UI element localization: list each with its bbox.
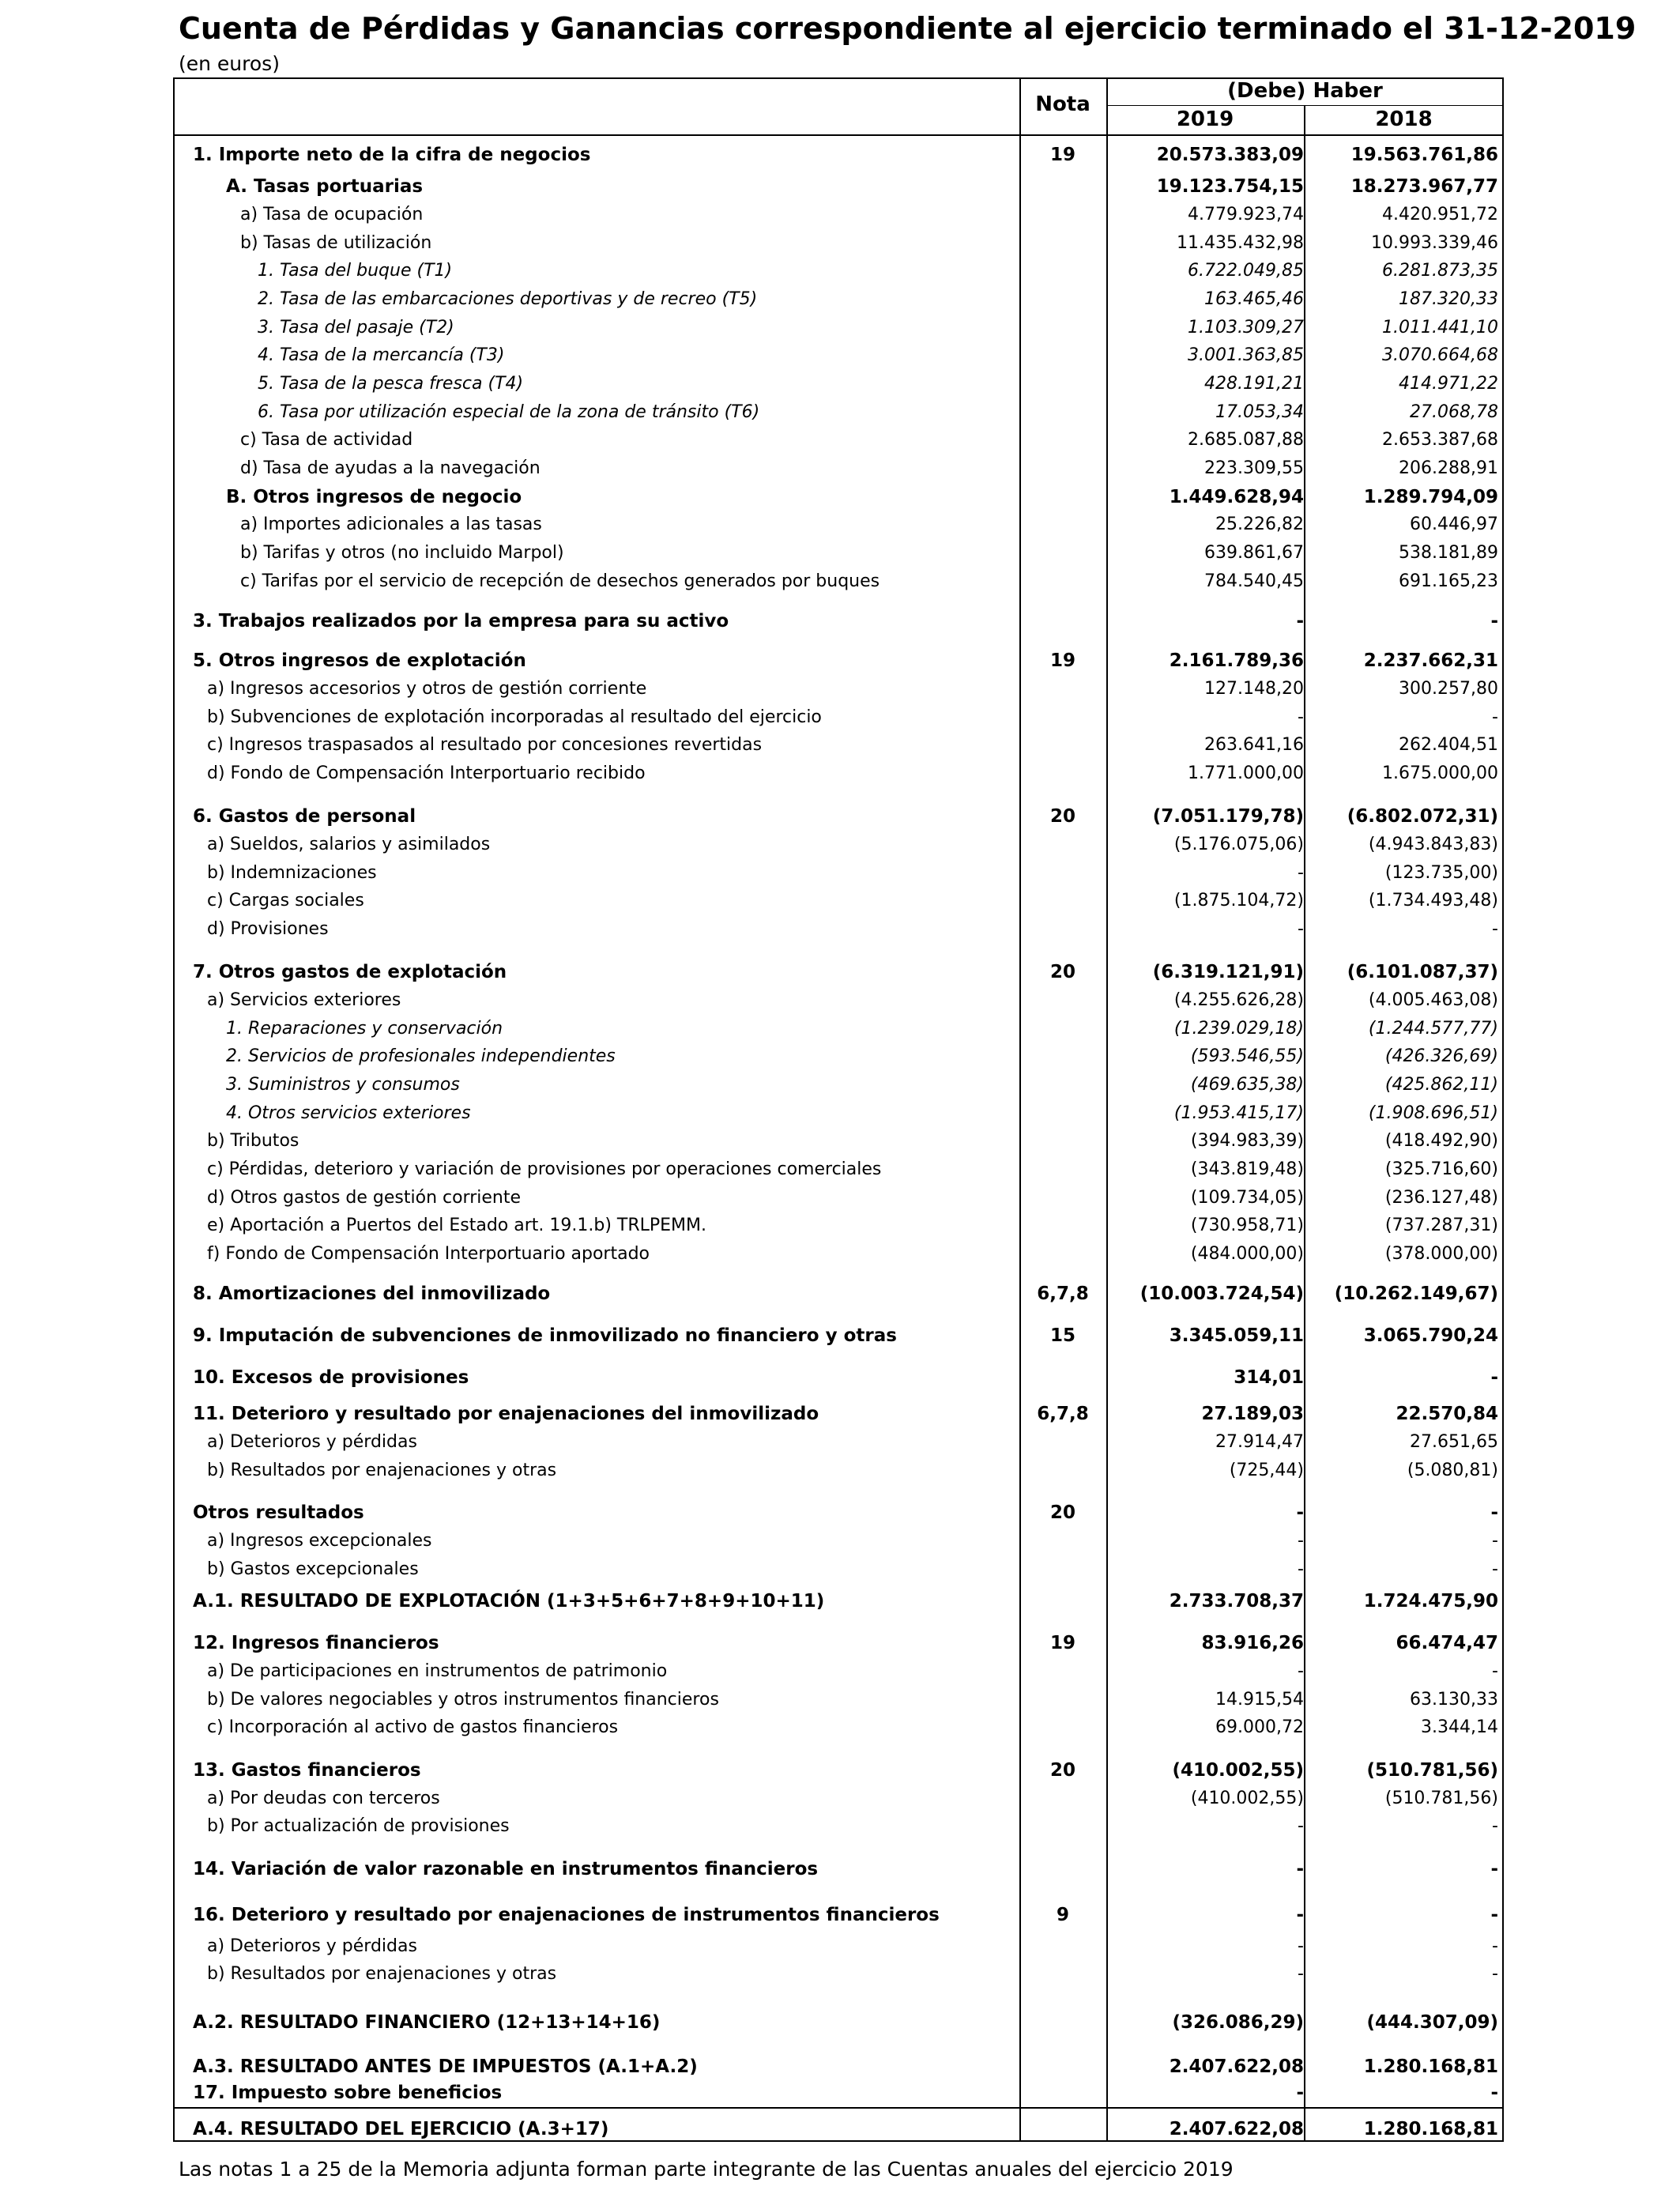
- table-row: [0, 1212, 1680, 1240]
- row-value-2019: 11.435.432,98: [1177, 233, 1304, 253]
- table-row: [0, 398, 1680, 427]
- row-value-2018: (1.908.696,51): [1368, 1103, 1498, 1123]
- row-label: 12. Ingresos financieros: [193, 1633, 439, 1653]
- row-value-2018: -: [1492, 1559, 1498, 1579]
- table-row: [0, 1657, 1680, 1686]
- row-value-2018: (123.735,00): [1384, 863, 1498, 883]
- row-value-2019: (725,44): [1229, 1461, 1304, 1480]
- row-value-2018: (426.326,69): [1384, 1046, 1498, 1066]
- row-label: e) Aportación a Puertos del Estado art. 19.1.b) TRLPEMM.: [207, 1216, 707, 1235]
- row-value-2019: (484.000,00): [1190, 1244, 1304, 1264]
- row-value-2019: -: [1296, 2083, 1304, 2103]
- row-value-2019: -: [1298, 707, 1304, 727]
- row-value-2018: 18.273.967,77: [1350, 176, 1498, 197]
- row-value-2018: -: [1492, 1964, 1498, 1984]
- row-value-2019: 25.226,82: [1215, 515, 1304, 534]
- row-value-2019: 83.916,26: [1201, 1633, 1304, 1653]
- row-value-2018: 19.563.761,86: [1350, 145, 1498, 165]
- row-value-2019: (410.002,55): [1172, 1760, 1304, 1781]
- row-value-2019: 17.053,34: [1215, 402, 1304, 422]
- row-label: a) Por deudas con terceros: [207, 1789, 440, 1808]
- row-value-2018: (6.802.072,31): [1347, 806, 1498, 827]
- row-label: 3. Tasa del pasaje (T2): [258, 318, 454, 337]
- row-label: a) Deterioros y pérdidas: [207, 1936, 417, 1956]
- table-row: [0, 731, 1680, 760]
- row-value-2018: 27.068,78: [1410, 402, 1498, 422]
- row-value-2018: (418.492,90): [1384, 1131, 1498, 1151]
- row-value-2019: -: [1296, 1905, 1304, 1925]
- table-row: [0, 1127, 1680, 1155]
- row-label: c) Cargas sociales: [207, 891, 364, 910]
- table-row: [0, 341, 1680, 370]
- table-row: [0, 1240, 1680, 1269]
- row-label: a) De participaciones en instrumentos de patrimonio: [207, 1661, 668, 1681]
- row-value-2019: 2.685.087,88: [1188, 430, 1304, 450]
- row-label: 1. Tasa del buque (T1): [258, 261, 453, 281]
- row-value-2018: 3.065.790,24: [1363, 1325, 1498, 1346]
- table-row: [0, 1428, 1680, 1457]
- row-label: f) Fondo de Compensación Interportuario aportado: [207, 1244, 650, 1264]
- row-value-2018: 3.070.664,68: [1382, 345, 1498, 365]
- row-label: c) Pérdidas, deterioro y variación de provisiones por operaciones comerciales: [207, 1159, 882, 1179]
- row-label: b) Indemnizaciones: [207, 863, 377, 883]
- header-nota: Nota: [1035, 92, 1090, 116]
- table-row: [0, 831, 1680, 859]
- row-value-2018: (425.862,11): [1384, 1075, 1498, 1095]
- table-row: [0, 2008, 1680, 2037]
- table-row: [0, 426, 1680, 454]
- table-row: [0, 2115, 1680, 2143]
- row-value-2019: 127.148,20: [1204, 679, 1304, 699]
- row-label: 11. Deterioro y resultado por enajenaciones del inmovilizado: [193, 1404, 819, 1424]
- table-row: [0, 539, 1680, 567]
- row-value-2019: 263.641,16: [1204, 735, 1304, 755]
- row-value-2018: -: [1492, 707, 1498, 727]
- table-row: [0, 314, 1680, 342]
- row-label: d) Fondo de Compensación Interportuario recibido: [207, 763, 646, 783]
- table-row: [0, 1015, 1680, 1043]
- page-title: Cuenta de Pérdidas y Ganancias correspondiente al ejercicio terminado el 31-12-2019: [179, 11, 1637, 46]
- row-value-2019: -: [1298, 863, 1304, 883]
- row-value-2019: 14.915,54: [1215, 1690, 1304, 1710]
- row-label: a) Deterioros y pérdidas: [207, 1432, 417, 1452]
- row-value-2018: (1.734.493,48): [1368, 891, 1498, 910]
- row-value-2019: (593.546,55): [1190, 1046, 1304, 1066]
- row-value-2019: 428.191,21: [1204, 374, 1304, 394]
- row-label: 2. Tasa de las embarcaciones deportivas y de recreo (T5): [258, 289, 758, 309]
- row-nota: 20: [1049, 1502, 1075, 1523]
- row-value-2018: -: [1492, 919, 1498, 939]
- table-row: [0, 887, 1680, 915]
- table-row: [0, 257, 1680, 285]
- row-value-2018: (444.307,09): [1366, 2012, 1498, 2033]
- table-row: [0, 285, 1680, 314]
- row-label: 2. Servicios de profesionales independientes: [226, 1046, 616, 1066]
- row-value-2018: 60.446,97: [1410, 515, 1498, 534]
- row-nota: 20: [1049, 962, 1075, 982]
- row-value-2019: 2.407.622,08: [1169, 2119, 1304, 2139]
- table-row: [0, 1686, 1680, 1714]
- row-label: b) Tributos: [207, 1131, 299, 1151]
- table-row: [0, 703, 1680, 732]
- table-row: [0, 958, 1680, 986]
- table-row: [0, 229, 1680, 258]
- row-value-2018: 3.344,14: [1421, 1717, 1498, 1737]
- row-label: b) Gastos excepcionales: [207, 1559, 419, 1579]
- row-label: a) Ingresos excepcionales: [207, 1531, 432, 1551]
- table-row: [0, 647, 1680, 675]
- row-label: a) Importes adicionales a las tasas: [240, 515, 542, 534]
- table-row: [0, 1280, 1680, 1308]
- row-value-2018: 63.130,33: [1410, 1690, 1498, 1710]
- row-label: 5. Otros ingresos de explotación: [193, 650, 526, 671]
- row-value-2019: (7.051.179,78): [1152, 806, 1304, 827]
- row-value-2019: 2.407.622,08: [1169, 2056, 1304, 2077]
- row-value-2019: 2.733.708,37: [1169, 1591, 1304, 1612]
- row-label: b) De valores negociables y otros instrumentos financieros: [207, 1690, 719, 1710]
- row-value-2019: 27.189,03: [1201, 1404, 1304, 1424]
- row-label: 3. Trabajos realizados por la empresa para su activo: [193, 611, 729, 631]
- row-value-2018: 691.165,23: [1399, 571, 1498, 591]
- row-nota: 19: [1049, 650, 1075, 671]
- table-row: [0, 1042, 1680, 1071]
- row-label: b) Tarifas y otros (no incluido Marpol): [240, 543, 564, 563]
- row-value-2019: (469.635,38): [1190, 1075, 1304, 1095]
- row-value-2019: 1.103.309,27: [1188, 318, 1304, 337]
- row-value-2019: 20.573.383,09: [1156, 145, 1304, 165]
- row-value-2018: (378.000,00): [1384, 1244, 1498, 1264]
- row-label: c) Ingresos traspasados al resultado por concesiones revertidas: [207, 735, 763, 755]
- row-value-2018: -: [1492, 1531, 1498, 1551]
- table-row: [0, 1960, 1680, 1989]
- table-row: [0, 760, 1680, 788]
- row-nota: 19: [1049, 1633, 1075, 1653]
- row-label: d) Provisiones: [207, 919, 329, 939]
- row-value-2018: 1.280.168,81: [1363, 2056, 1498, 2077]
- row-label: 14. Variación de valor razonable en instrumentos financieros: [193, 1859, 819, 1879]
- row-label: A.4. RESULTADO DEL EJERCICIO (A.3+17): [193, 2119, 609, 2139]
- row-nota: 6,7,8: [1037, 1404, 1089, 1424]
- row-value-2019: (730.958,71): [1190, 1216, 1304, 1235]
- row-value-2019: -: [1298, 1936, 1304, 1956]
- table-row: [0, 370, 1680, 398]
- row-value-2018: 2.237.662,31: [1363, 650, 1498, 671]
- row-value-2019: (1.953.415,17): [1173, 1103, 1304, 1123]
- row-value-2019: (1.875.104,72): [1173, 891, 1304, 910]
- row-label: A.3. RESULTADO ANTES DE IMPUESTOS (A.1+A.2): [193, 2056, 698, 2077]
- row-value-2019: -: [1298, 1661, 1304, 1681]
- row-label: B. Otros ingresos de negocio: [226, 487, 522, 507]
- table-row: [0, 141, 1680, 169]
- header-debe-haber: (Debe) Haber: [1227, 79, 1383, 103]
- row-value-2019: -: [1296, 1859, 1304, 1879]
- row-nota: 9: [1056, 1905, 1069, 1925]
- row-value-2019: (109.734,05): [1190, 1188, 1304, 1208]
- table-row: [0, 511, 1680, 539]
- table-row: [0, 1901, 1680, 1929]
- row-value-2019: 163.465,46: [1204, 289, 1304, 309]
- table-row: [0, 1587, 1680, 1615]
- header-year-2019: 2019: [1176, 107, 1234, 131]
- row-value-2019: 1.449.628,94: [1169, 487, 1304, 507]
- row-value-2018: (5.080,81): [1407, 1461, 1498, 1480]
- header-year-2018: 2018: [1375, 107, 1433, 131]
- row-label: 17. Impuesto sobre beneficios: [193, 2083, 503, 2103]
- row-label: 4. Otros servicios exteriores: [226, 1103, 471, 1123]
- row-value-2018: (6.101.087,37): [1347, 962, 1498, 982]
- row-value-2019: -: [1298, 1531, 1304, 1551]
- row-label: A. Tasas portuarias: [226, 176, 424, 197]
- row-value-2018: -: [1490, 2083, 1498, 2103]
- row-value-2018: 538.181,89: [1399, 543, 1498, 563]
- row-value-2019: -: [1298, 1559, 1304, 1579]
- table-row: [0, 802, 1680, 831]
- row-value-2018: 1.289.794,09: [1363, 487, 1498, 507]
- row-value-2019: (5.176.075,06): [1173, 835, 1304, 854]
- row-label: 6. Tasa por utilización especial de la zona de tránsito (T6): [258, 402, 760, 422]
- row-label: 5. Tasa de la pesca fresca (T4): [258, 374, 524, 394]
- row-value-2019: 6.722.049,85: [1188, 261, 1304, 281]
- table-row: [0, 859, 1680, 888]
- row-value-2018: 6.281.873,35: [1382, 261, 1498, 281]
- table-row: [0, 1498, 1680, 1527]
- row-value-2019: 3.001.363,85: [1188, 345, 1304, 365]
- row-nota: 15: [1049, 1325, 1075, 1346]
- table-row: [0, 172, 1680, 201]
- row-value-2018: (510.781,56): [1366, 1760, 1498, 1781]
- row-value-2019: 314,01: [1234, 1367, 1304, 1388]
- table-row: [0, 675, 1680, 703]
- row-value-2018: (4.943.843,83): [1368, 835, 1498, 854]
- table-row: [0, 1400, 1680, 1428]
- row-value-2018: 1.675.000,00: [1382, 763, 1498, 783]
- row-value-2019: -: [1296, 611, 1304, 631]
- row-value-2018: 262.404,51: [1399, 735, 1498, 755]
- table-row: [0, 1629, 1680, 1657]
- row-nota: 20: [1049, 1760, 1075, 1781]
- footer-note: Las notas 1 a 25 de la Memoria adjunta forman parte integrante de las Cuentas anuales del ejercicio 2019: [179, 2158, 1234, 2181]
- row-value-2019: 1.771.000,00: [1188, 763, 1304, 783]
- table-row: [0, 1155, 1680, 1184]
- row-value-2018: 22.570,84: [1396, 1404, 1498, 1424]
- row-label: A.2. RESULTADO FINANCIERO (12+13+14+16): [193, 2012, 661, 2033]
- row-value-2018: -: [1490, 611, 1498, 631]
- table-row: [0, 1785, 1680, 1813]
- row-value-2019: 223.309,55: [1204, 458, 1304, 478]
- row-value-2018: -: [1492, 1936, 1498, 1956]
- table-row: [0, 1855, 1680, 1883]
- row-value-2018: (10.262.149,67): [1334, 1284, 1498, 1304]
- table-row: [0, 607, 1680, 635]
- row-value-2019: (4.255.626,28): [1173, 990, 1304, 1010]
- table-row: [0, 1932, 1680, 1961]
- row-value-2018: 300.257,80: [1399, 679, 1498, 699]
- row-value-2019: 19.123.754,15: [1156, 176, 1304, 197]
- table-row: [0, 1099, 1680, 1128]
- table-row: [0, 1555, 1680, 1584]
- row-label: a) Tasa de ocupación: [240, 205, 424, 224]
- row-value-2019: (410.002,55): [1190, 1789, 1304, 1808]
- row-value-2019: -: [1298, 1816, 1304, 1836]
- table-row: [0, 454, 1680, 483]
- row-label: c) Tasa de actividad: [240, 430, 413, 450]
- row-label: 9. Imputación de subvenciones de inmovilizado no financiero y otras: [193, 1325, 897, 1346]
- row-value-2019: 69.000,72: [1215, 1717, 1304, 1737]
- row-label: 13. Gastos financieros: [193, 1760, 421, 1781]
- row-value-2019: 3.345.059,11: [1169, 1325, 1304, 1346]
- row-nota: 19: [1049, 145, 1075, 165]
- row-label: d) Otros gastos de gestión corriente: [207, 1188, 522, 1208]
- row-label: 1. Importe neto de la cifra de negocios: [193, 145, 591, 165]
- row-value-2018: 1.724.475,90: [1363, 1591, 1498, 1612]
- table-row: [0, 1321, 1680, 1350]
- row-label: d) Tasa de ayudas a la navegación: [240, 458, 541, 478]
- row-value-2019: -: [1298, 919, 1304, 939]
- table-row: [0, 1756, 1680, 1785]
- table-row: [0, 567, 1680, 596]
- row-value-2018: 10.993.339,46: [1371, 233, 1498, 253]
- row-value-2018: 187.320,33: [1399, 289, 1498, 309]
- row-value-2018: (737.287,31): [1384, 1216, 1498, 1235]
- row-label: Otros resultados: [193, 1502, 364, 1523]
- row-label: 16. Deterioro y resultado por enajenaciones de instrumentos financieros: [193, 1905, 940, 1925]
- row-value-2019: -: [1296, 1502, 1304, 1523]
- row-value-2019: (326.086,29): [1172, 2012, 1304, 2033]
- row-value-2019: (6.319.121,91): [1152, 962, 1304, 982]
- table-row: [0, 986, 1680, 1015]
- row-value-2018: (4.005.463,08): [1368, 990, 1498, 1010]
- row-label: 10. Excesos de provisiones: [193, 1367, 469, 1388]
- row-value-2018: -: [1492, 1816, 1498, 1836]
- row-value-2018: -: [1492, 1661, 1498, 1681]
- row-value-2019: (394.983,39): [1190, 1131, 1304, 1151]
- row-value-2019: 784.540,45: [1204, 571, 1304, 591]
- row-label: b) Resultados por enajenaciones y otras: [207, 1461, 557, 1480]
- row-value-2018: 1.280.168,81: [1363, 2119, 1498, 2139]
- row-nota: 20: [1049, 806, 1075, 827]
- row-value-2018: 206.288,91: [1399, 458, 1498, 478]
- row-value-2019: 4.779.923,74: [1188, 205, 1304, 224]
- table-row: [0, 915, 1680, 944]
- row-label: 1. Reparaciones y conservación: [226, 1019, 503, 1039]
- row-value-2018: -: [1490, 1502, 1498, 1523]
- row-label: b) Por actualización de provisiones: [207, 1816, 510, 1836]
- table-row: [0, 1457, 1680, 1485]
- row-value-2018: -: [1490, 1905, 1498, 1925]
- row-label: a) Servicios exteriores: [207, 990, 401, 1010]
- units-subtitle: (en euros): [179, 52, 280, 75]
- row-value-2018: 66.474,47: [1396, 1633, 1498, 1653]
- row-label: a) Sueldos, salarios y asimilados: [207, 835, 491, 854]
- row-value-2018: 414.971,22: [1399, 374, 1498, 394]
- row-value-2018: (510.781,56): [1384, 1789, 1498, 1808]
- table-row: [0, 201, 1680, 229]
- row-value-2018: 2.653.387,68: [1382, 430, 1498, 450]
- row-label: A.1. RESULTADO DE EXPLOTACIÓN (1+3+5+6+7+8+9+10+11): [193, 1591, 825, 1612]
- row-value-2019: (343.819,48): [1190, 1159, 1304, 1179]
- row-value-2018: -: [1490, 1367, 1498, 1388]
- row-label: 6. Gastos de personal: [193, 806, 416, 827]
- row-value-2018: (1.244.577,77): [1368, 1019, 1498, 1039]
- row-value-2018: -: [1490, 1859, 1498, 1879]
- row-value-2019: 27.914,47: [1215, 1432, 1304, 1452]
- row-value-2019: (1.239.029,18): [1173, 1019, 1304, 1039]
- table-row: [0, 1071, 1680, 1099]
- row-value-2019: -: [1298, 1964, 1304, 1984]
- table-row: [0, 483, 1680, 511]
- table-row: [0, 2053, 1680, 2081]
- row-label: a) Ingresos accesorios y otros de gestión corriente: [207, 679, 647, 699]
- row-value-2019: 2.161.789,36: [1169, 650, 1304, 671]
- table-row: [0, 1184, 1680, 1212]
- table-row: [0, 1527, 1680, 1555]
- row-value-2019: (10.003.724,54): [1139, 1284, 1304, 1304]
- row-label: 7. Otros gastos de explotación: [193, 962, 507, 982]
- row-label: c) Tarifas por el servicio de recepción de desechos generados por buques: [240, 571, 880, 591]
- row-label: 4. Tasa de la mercancía (T3): [258, 345, 505, 365]
- row-label: 8. Amortizaciones del inmovilizado: [193, 1284, 551, 1304]
- row-value-2018: 4.420.951,72: [1382, 205, 1498, 224]
- row-value-2019: 639.861,67: [1204, 543, 1304, 563]
- row-label: c) Incorporación al activo de gastos financieros: [207, 1717, 619, 1737]
- row-label: b) Resultados por enajenaciones y otras: [207, 1964, 557, 1984]
- row-label: 3. Suministros y consumos: [226, 1075, 460, 1095]
- table-row: [0, 1713, 1680, 1742]
- row-value-2018: 1.011.441,10: [1382, 318, 1498, 337]
- table-row: [0, 2079, 1680, 2107]
- row-value-2018: (325.716,60): [1384, 1159, 1498, 1179]
- row-label: b) Subvenciones de explotación incorporadas al resultado del ejercicio: [207, 707, 822, 727]
- row-label: b) Tasas de utilización: [240, 233, 432, 253]
- table-row: [0, 1812, 1680, 1841]
- table-row: [0, 1363, 1680, 1392]
- row-value-2018: 27.651,65: [1410, 1432, 1498, 1452]
- row-nota: 6,7,8: [1037, 1284, 1089, 1304]
- row-value-2018: (236.127,48): [1384, 1188, 1498, 1208]
